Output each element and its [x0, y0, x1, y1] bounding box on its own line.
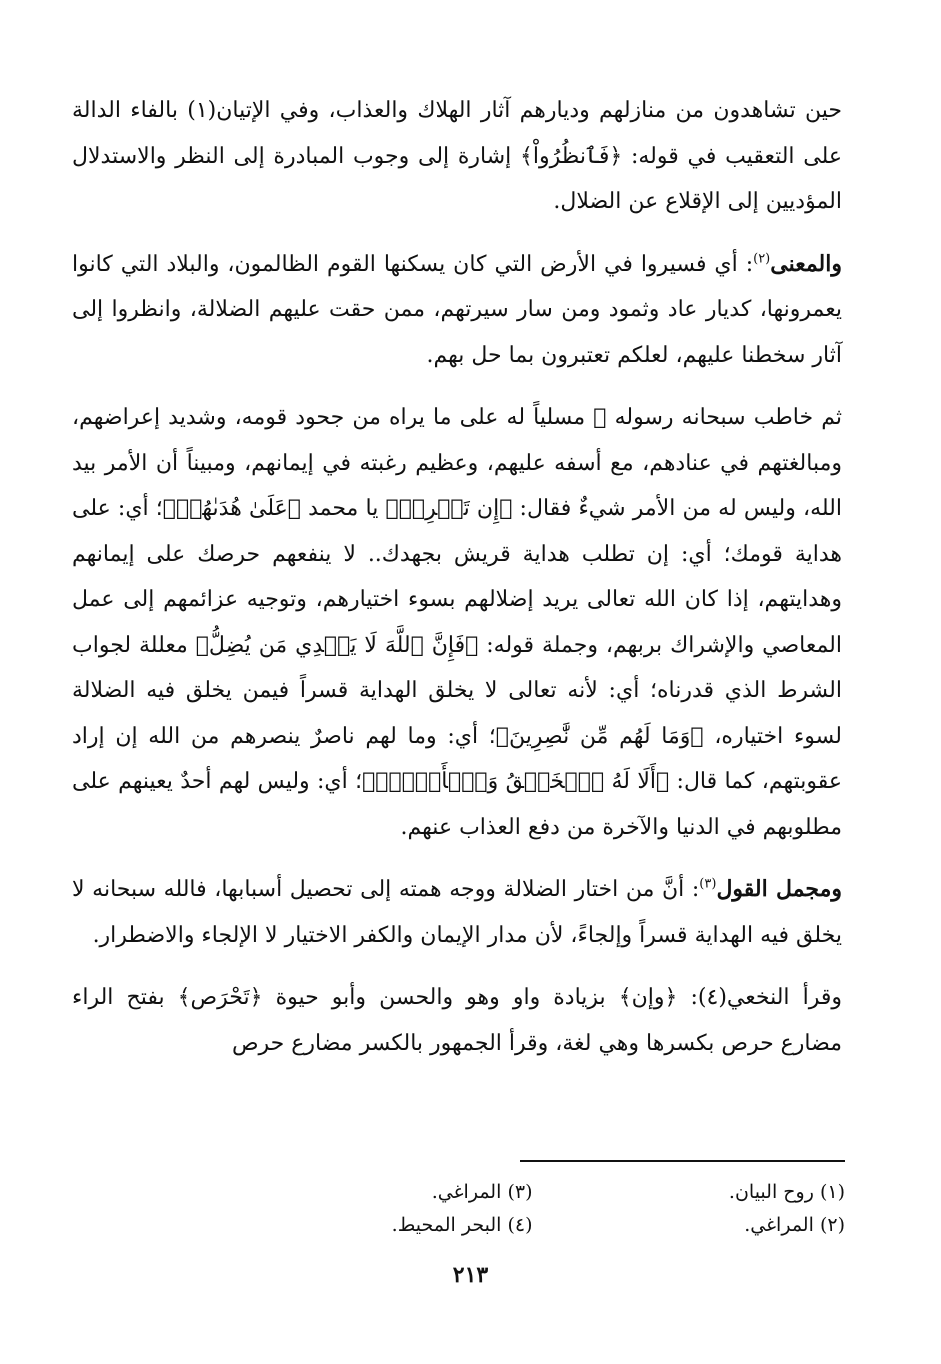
paragraph-text: : أنَّ من اختار الضلالة ووجه همته إلى تحصيل أسبابها، فالله سبحانه لا يخلق فيه الهداية قسراً وإلجاءً، لأن مدار الإيمان والكفر الاختيار لا الإلجاء والاضطرار.: [72, 877, 842, 948]
page-number: ٢١٣: [452, 1262, 489, 1288]
paragraph-1: [72, 88, 842, 225]
paragraph-text: : أي فسيروا في الأرض التي كان يسكنها القوم الظالمون، والبلاد التي كانوا يعمرونها، كديار عاد وثمود ومن سار سيرتهم، ممن حقت عليهم الضلالة، وانظروا إلى آثار سخطنا عليهم، لعلكم تعتبرون بما حل بهم.: [72, 251, 842, 368]
paragraph-text: حين تشاهدون من منازلهم وديارهم آثار الهلاك والعذاب، وفي الإتيان(١) بالفاء الدالة على التعقيب في قوله: ﴿فَٱنظُرُواْ﴾ إشارة إلى وجوب المبادرة إلى النظر والاستدلال المؤديين إلى الإقلاع عن الضلال.: [72, 98, 842, 214]
footnote-text: البحر المحيط.: [391, 1214, 502, 1236]
paragraph-4: [72, 867, 842, 958]
paragraph-2: [72, 242, 842, 379]
footnote-item: [260, 1209, 533, 1242]
footnote-number: (٤): [507, 1214, 533, 1236]
paragraph-lead: ومجمل القول: [716, 876, 842, 902]
body-text: [72, 88, 842, 1083]
footnote-divider: [520, 1160, 845, 1162]
footnote-ref: (٣): [699, 876, 717, 892]
footnote-item: [573, 1209, 846, 1242]
footnote-ref: (٢): [753, 251, 771, 267]
paragraph-3: [72, 395, 842, 850]
footnote-number: (٢): [819, 1214, 845, 1236]
footnote-text: المراغي.: [431, 1181, 502, 1203]
paragraph-5: [72, 975, 842, 1066]
footnote-text: روح البيان.: [728, 1181, 814, 1203]
footnote-number: (١): [819, 1181, 845, 1203]
footnote-text: المراغي.: [744, 1214, 814, 1236]
paragraph-text: وقرأ النخعي(٤): ﴿وإن﴾ بزيادة واو وهو والحسن وأبو حيوة ﴿تَحْرَص﴾ بفتح الراء مضارع حرص بكسرها وهي لغة، وقرأ الجمهور بالكسر مضارع حرص: [72, 985, 842, 1056]
footnote-item: [573, 1176, 846, 1209]
footnote-number: (٣): [507, 1181, 533, 1203]
footnote-item: [260, 1176, 533, 1209]
paragraph-lead: والمعنى: [770, 250, 842, 277]
paragraph-text: ثم خاطب سبحانه رسوله ﷺ مسلياً له على ما يراه من جحود قومه، وشديد إعراضهم، ومبالغتهم في عنادهم، مع أسفه عليهم، وعظيم رغبته في إيمانهم، ومبيناً أن الأمر بيد الله، وليس له من الأمر شيءٌ فقال: ﴿إِن تَحۡرِصۡ﴾ يا محمد ﴿عَلَىٰ هُدَىٰهُمۡ﴾؛ أي: على هداية قومك؛ أي: إن تطلب هداية قريش بجهدك.. لا ينفعهم حرصك على إيمانهم وهدايتهم، إذا كان الله تعالى يريد إضلالهم بسوء اختيارهم، وتوجيه عزائمهم إلى عمل المعاصي والإشراك بربهم، وجملة قوله: ﴿فَإِنَّ ٱللَّهَ لَا يَهۡدِي مَن يُضِلُّ﴾ معللة لجواب الشرط الذي قدرناه؛ أي: لأنه تعالى لا يخلق الهداية قسراً فيمن يخلق فيه الضلالة لسوء اختياره، ﴿وَمَا لَهُم مِّن نَّٰصِرِينَ﴾؛ أي: وما لهم ناصرٌ ينصرهم من الله إن إراد عقوبتهم، كما قال: ﴿أَلَا لَهُ ٱلۡخَلۡقُ وَٱلۡأَمۡرُۗ﴾؛ أي: وليس لهم أحدٌ يعينهم على مطلوبهم في الدنيا والآخرة من دفع العذاب عنهم.: [72, 405, 842, 840]
footnotes: [260, 1176, 845, 1242]
